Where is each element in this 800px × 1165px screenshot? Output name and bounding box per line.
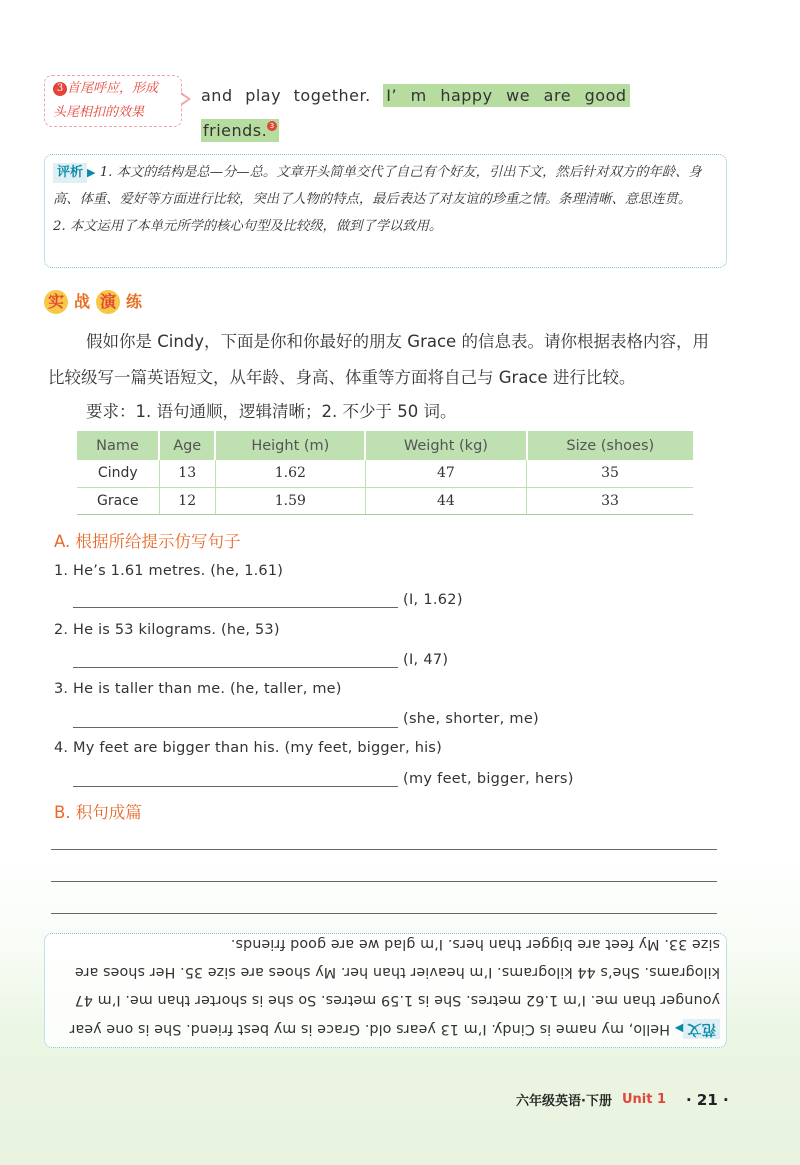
essay-line-2: [201, 119, 279, 142]
task-requirements: 要求：1. 语句通顺，逻辑清晰；2. 不少于 50 词。: [86, 402, 457, 421]
table-row: [77, 487, 693, 514]
section-title-char: 演: [96, 290, 120, 314]
essay-line-2-text: friends.: [203, 121, 268, 140]
model-essay-text: Hello, my name is Cindy. I’m 13 years old. Grace is my best friend. She is one year younger than me. I’m 1.62 metres. She is 1.59 metres. So she is shorter than me. I’m 47 kilograms. She’s 44 kilograms. I’m heavier than her. My shoes are size 35. Her shoes are size 33. My feet are bigger than hers. I’m glad we are good friends.: [69, 936, 720, 1037]
model-arrow-icon: ▶: [674, 1022, 684, 1035]
note-line-2: 头尾相扣的效果: [53, 105, 145, 120]
part-b-title: B. 积句成篇: [54, 803, 142, 822]
model-essay-box: [44, 933, 727, 1048]
table-cell: 12: [159, 487, 215, 514]
table-cell: 13: [159, 460, 215, 487]
analysis-point-1: 1. 本文的结构是总—分—总。文章开头简单交代了自己有个好友，引出下文，然后针对双方的年龄、身高、体重、爱好等方面进行比较，突出了人物的特点，最后表达了对友谊的珍重之情。条理清晰、意思连贯。: [53, 165, 702, 207]
table-cell: Cindy: [77, 460, 159, 487]
table-header-row: [77, 431, 693, 460]
footer-book-title: 六年级英语·下册: [516, 1094, 612, 1109]
essay-line-1: [201, 86, 630, 105]
table-header-cell: Size (shoes): [527, 431, 693, 460]
answer-line-2[interactable]: [73, 667, 398, 668]
hint-2: (I, 47): [403, 652, 449, 668]
section-title-char: 战: [73, 292, 90, 311]
note-number-badge: 3: [53, 82, 67, 96]
page-footer: [516, 1090, 729, 1109]
annotation-note: [44, 75, 182, 127]
analysis-box: [44, 154, 727, 268]
table-cell: 47: [365, 460, 526, 487]
note-pointer-arrow: [181, 92, 191, 106]
hint-1: (I, 1.62): [403, 592, 463, 608]
section-title-char: 实: [44, 290, 68, 314]
essay-line-1-plain: and play together.: [201, 86, 371, 105]
table-header-cell: Weight (kg): [365, 431, 526, 460]
part-a-title: A. 根据所给提示仿写句子: [54, 532, 241, 551]
hint-3: (she, shorter, me): [403, 711, 540, 727]
page-number: · 21 ·: [686, 1090, 729, 1109]
answer-line-1[interactable]: [73, 607, 398, 608]
analysis-point-2: 2. 本文运用了本单元所学的核心句型及比较级，做到了学以致用。: [53, 219, 443, 234]
writing-line[interactable]: [51, 881, 717, 882]
writing-line[interactable]: [51, 849, 717, 850]
analysis-arrow-icon: ▶: [87, 166, 96, 179]
table-cell: Grace: [77, 487, 159, 514]
table-cell: 1.59: [215, 487, 365, 514]
table-cell: 44: [365, 487, 526, 514]
footer-unit: Unit 1: [621, 1092, 667, 1107]
task-paragraph-2: 比较级写一篇英语短文，从年龄、身高、体重等方面将自己与 Grace 进行比较。: [48, 368, 636, 387]
question-1: 1. He’s 1.61 metres. (he, 1.61): [54, 563, 284, 579]
table-header-cell: Age: [159, 431, 215, 460]
answer-line-4[interactable]: [73, 786, 398, 787]
question-4: 4. My feet are bigger than his. (my feet, bigger, his): [54, 740, 442, 756]
table-cell: 33: [527, 487, 693, 514]
section-title: [44, 287, 148, 317]
model-essay-label: 范文: [683, 1019, 720, 1039]
table-cell: 35: [527, 460, 693, 487]
table-row: [77, 460, 693, 487]
essay-ref-badge: 3: [267, 121, 277, 131]
answer-line-3[interactable]: [73, 727, 398, 728]
table-header-cell: Height (m): [215, 431, 365, 460]
note-line-1: 首尾呼应，形成: [67, 81, 159, 96]
task-paragraph-1: 假如你是 Cindy，下面是你和你最好的朋友 Grace 的信息表。请你根据表格内容，用: [86, 332, 709, 351]
table-header-cell: Name: [77, 431, 159, 460]
question-3: 3. He is taller than me. (he, taller, me): [54, 681, 342, 697]
analysis-label: 评析: [53, 163, 87, 183]
hint-4: (my feet, bigger, hers): [403, 771, 574, 787]
question-2: 2. He is 53 kilograms. (he, 53): [54, 622, 280, 638]
model-essay-upside-down: [45, 934, 727, 1046]
section-title-char: 练: [125, 292, 142, 311]
essay-line-1-highlight: I’ m happy we are good: [383, 84, 629, 107]
table-cell: 1.62: [215, 460, 365, 487]
info-table: [77, 431, 693, 515]
writing-line[interactable]: [51, 913, 717, 914]
